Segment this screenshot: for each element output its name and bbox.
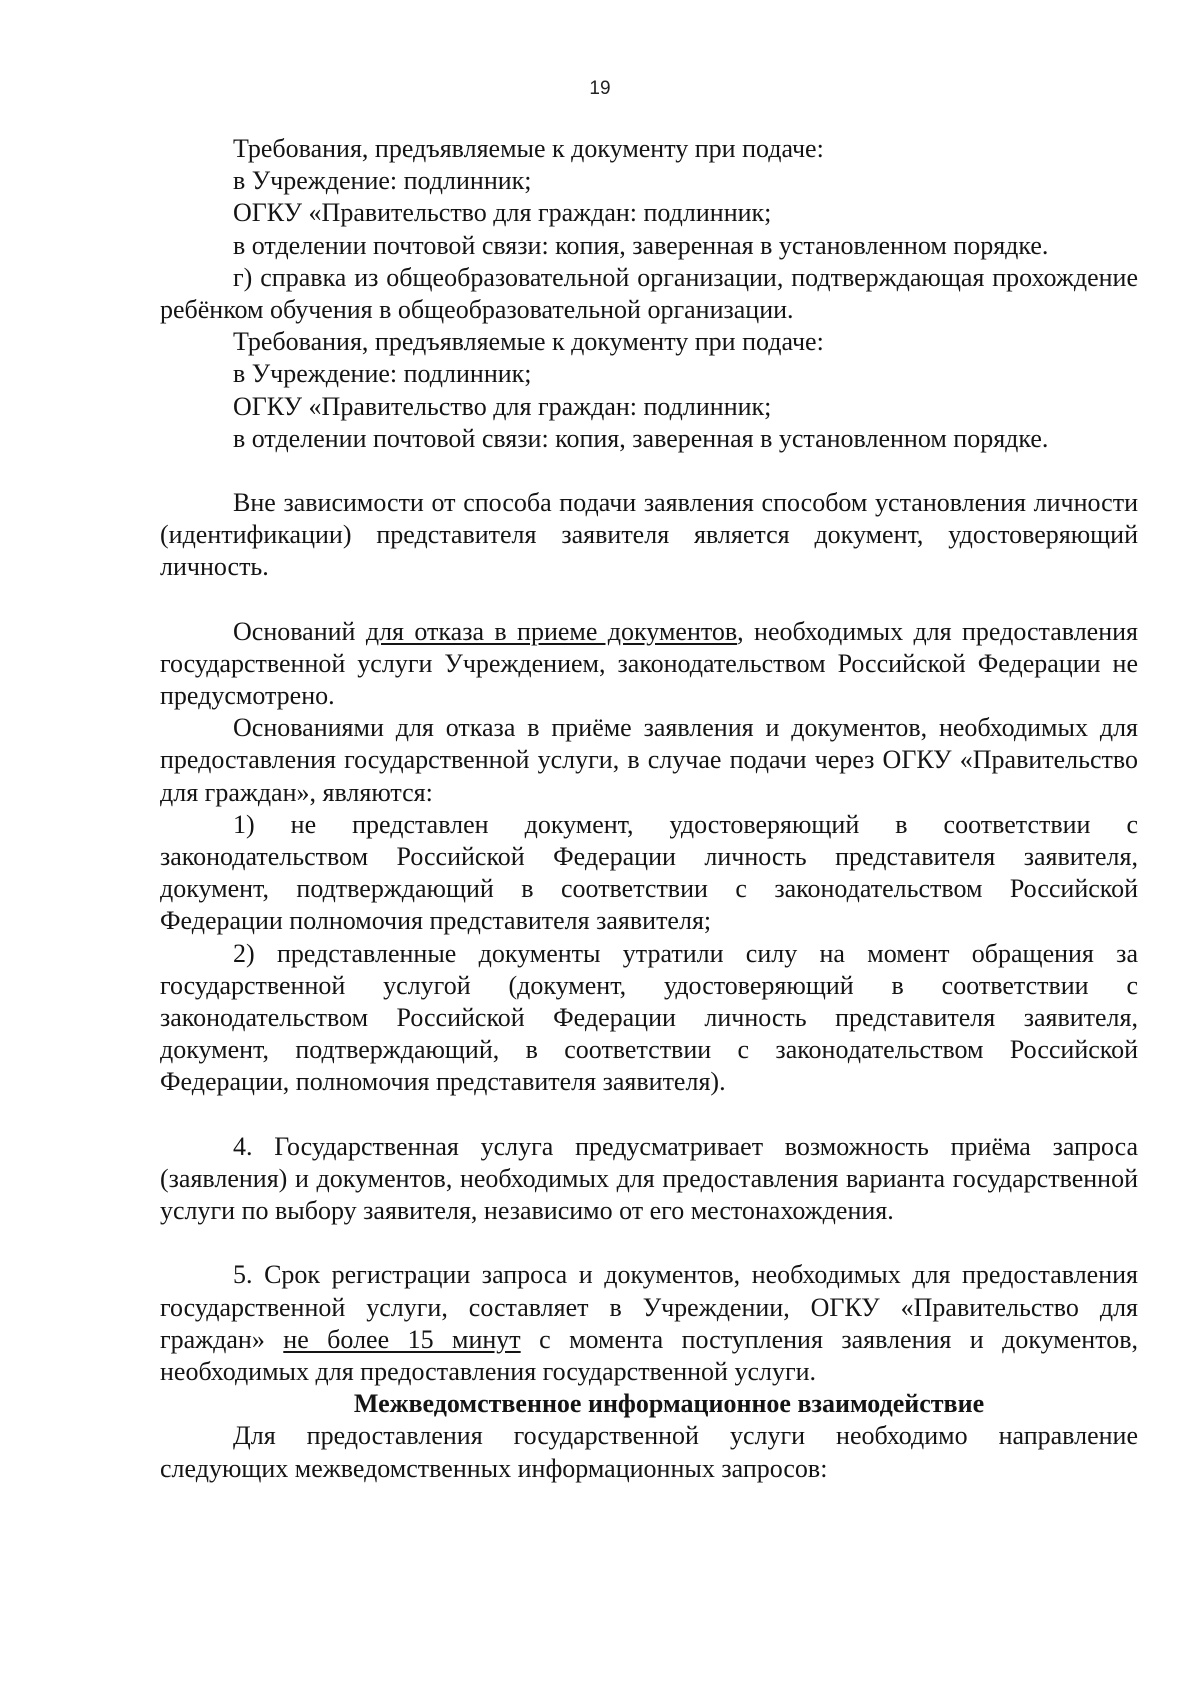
text-run: , необходимых для предоставления государственной услуги Учреждением, законодательством Российской Федерации не предусмотрено. <box>160 616 1138 711</box>
spacer <box>160 455 1138 487</box>
paragraph-institution-original-2: в Учреждение: подлинник; <box>233 359 532 389</box>
paragraph-post-copy-2: в отделении почтовой связи: копия, заверенная в установленном порядке. <box>233 423 1049 453</box>
underlined-text: не более 15 минут <box>283 1324 521 1354</box>
paragraph-identity-verification: Вне зависимости от способа подачи заявления способом установления личности (идентификации) представителя заявителя является документ, удостоверяющий личность. <box>160 488 1138 582</box>
list-item-1: 1) не представлен документ, удостоверяющий в соответствии с законодательством Российской Федерации личность представителя заявителя, документ, подтверждающий в соответствии с законодательством Российской Федерации полномочия представителя заявителя; <box>160 809 1138 936</box>
list-item-2: 2) представленные документы утратили силу на момент обращения за государственной услугой (документ, удостоверяющий в соответствии с законодательством Российской Федерации личность представителя заявителя, документ, подтверждающий, в соответствии с законодательством Российской Федерации, полномочия представителя заявителя). <box>160 938 1138 1097</box>
paragraph-ogku-original-1: ОГКУ «Правительство для граждан: подлинник; <box>233 198 772 228</box>
spacer <box>160 1099 1138 1131</box>
paragraph-requirements-2: Требования, предъявляемые к документу при подаче: <box>233 327 824 357</box>
text-run: Оснований <box>233 616 366 646</box>
underlined-text: для отказа в приеме документов <box>365 616 738 646</box>
paragraph-interagency-requests: Для предоставления государственной услуги необходимо направление следующих межведомственных информационных запросов: <box>160 1421 1138 1483</box>
spacer <box>160 1227 1138 1259</box>
paragraph-post-copy-1: в отделении почтовой связи: копия, заверенная в установленном порядке. <box>233 230 1049 260</box>
paragraph-section-5 <box>160 1259 1138 1388</box>
paragraph-requirements-1: Требования, предъявляемые к документу при подаче: <box>233 134 824 163</box>
paragraph-ogku-original-2: ОГКУ «Правительство для граждан: подлинник; <box>233 391 772 421</box>
page-number: 19 <box>589 78 611 99</box>
section-heading: Межведомственное информационное взаимодействие <box>353 1389 985 1419</box>
paragraph-section-4: 4. Государственная услуга предусматривает возможность приёма запроса (заявления) и документов, необходимых для предоставления варианта государственной услуги по выбору заявителя, независимо от его местонахождения. <box>160 1131 1138 1226</box>
paragraph-refusal-grounds-ogku: Основаниями для отказа в приёме заявления и документов, необходимых для предоставления государственной услуги, в случае подачи через ОГКУ «Правительство для граждан», являются: <box>160 713 1138 807</box>
paragraph-school-certificate: г) справка из общеобразовательной организации, подтверждающая прохождение ребёнком обучения в общеобразовательной организации. <box>160 262 1138 325</box>
text-run: с момента поступления заявления и документов, необходимых для предоставления государственной услуги. <box>160 1324 1139 1386</box>
paragraph-no-refusal-grounds <box>160 616 1138 713</box>
spacer <box>160 584 1138 616</box>
text-run: 5. Срок регистрации запроса и документов, необходимых для предоставления государственной услуги, составляет в Учреждении, ОГКУ «Правительство для граждан» <box>160 1260 1138 1354</box>
paragraph-institution-original-1: в Учреждение: подлинник; <box>233 166 532 196</box>
document-body <box>160 133 1138 1485</box>
